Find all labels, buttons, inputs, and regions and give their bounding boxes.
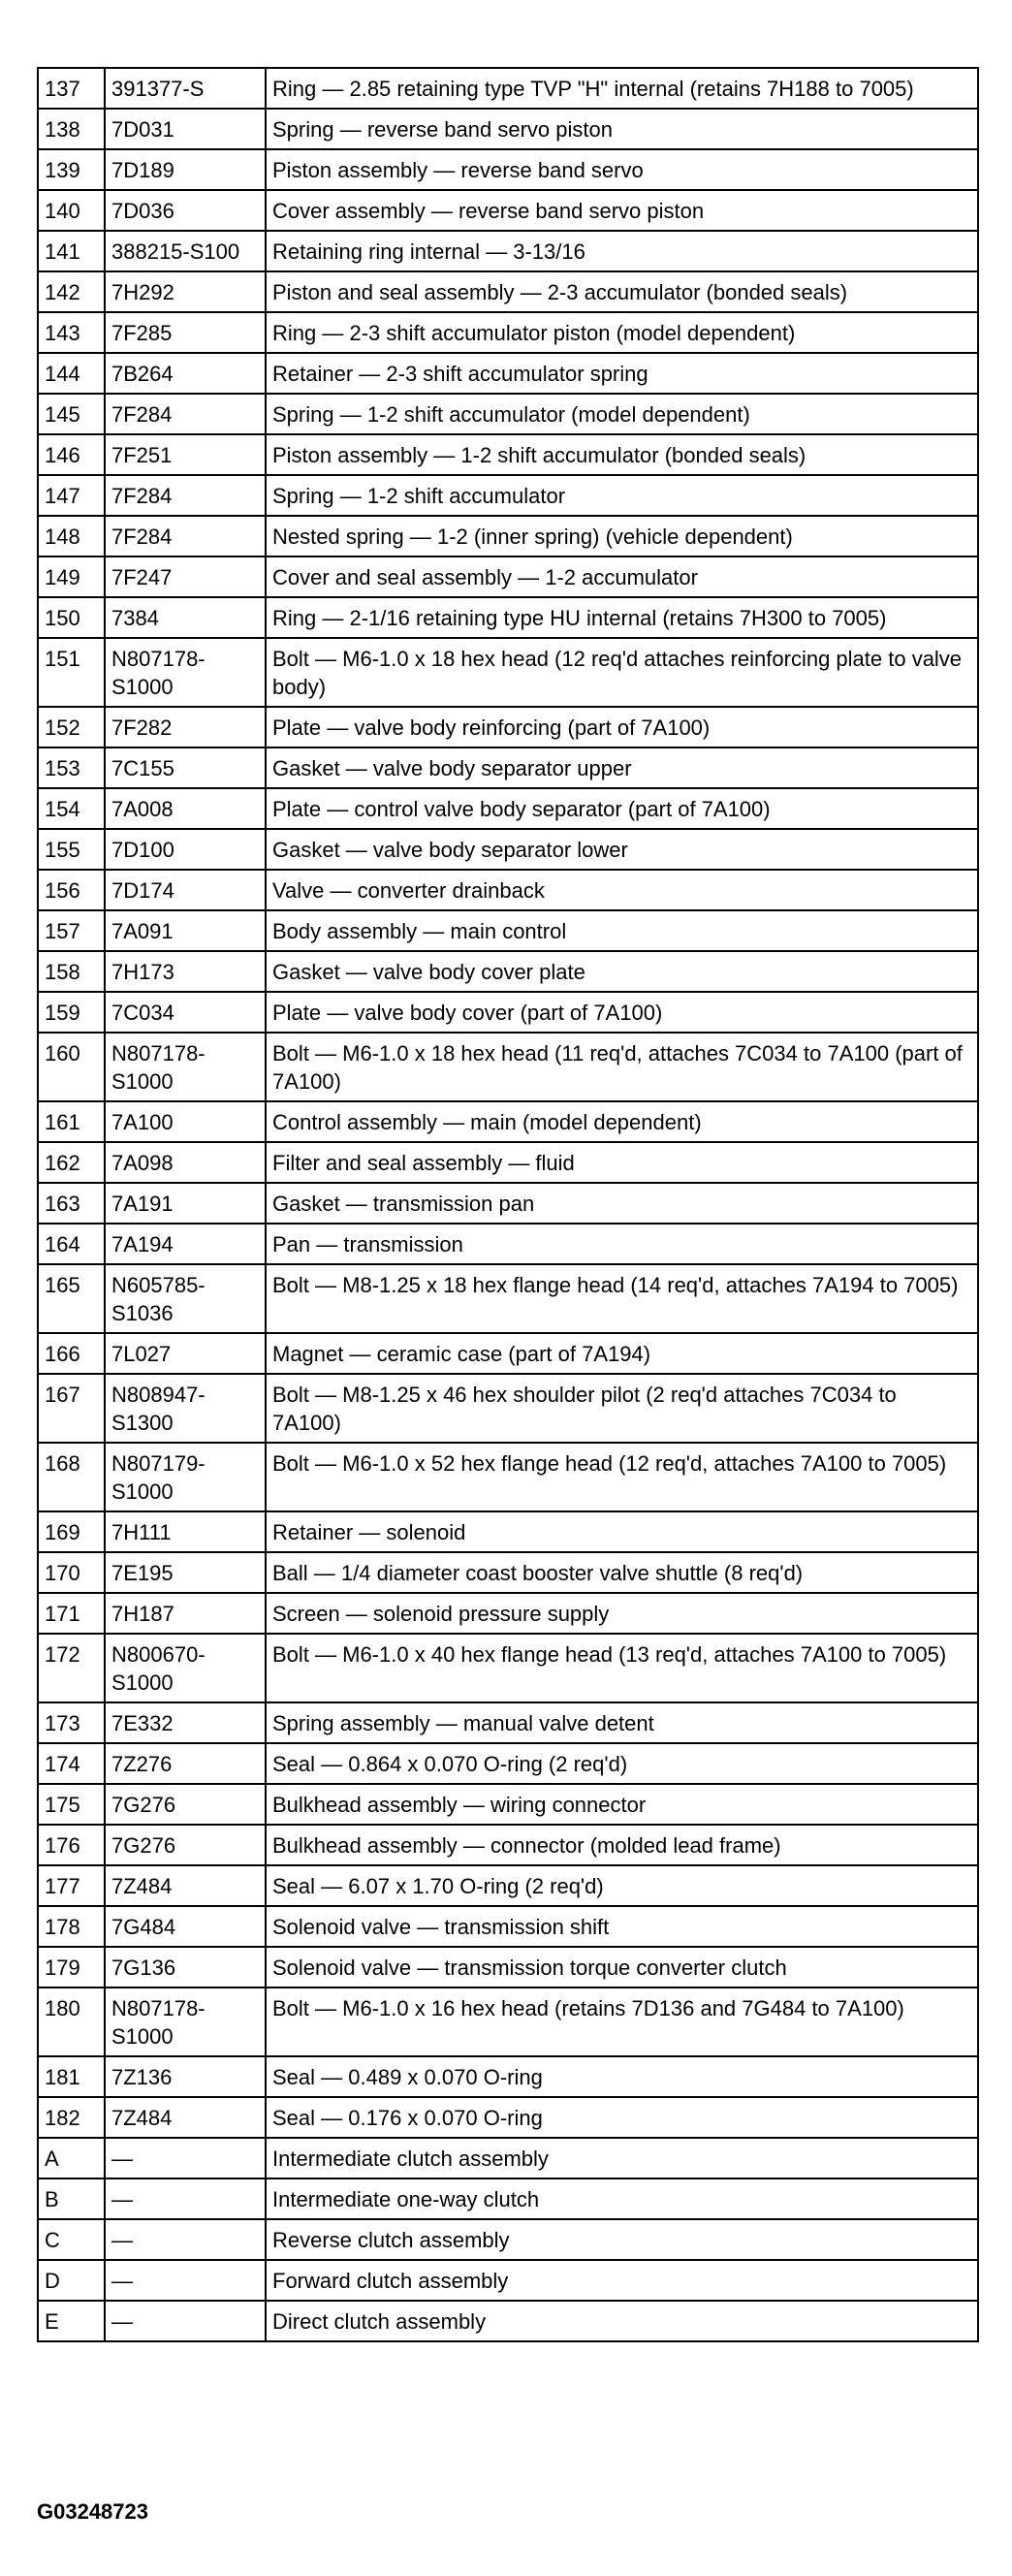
item-number: 143 xyxy=(38,312,105,353)
description: Plate — valve body cover (part of 7A100) xyxy=(266,992,978,1033)
part-number: — xyxy=(105,2138,266,2178)
table-row xyxy=(38,149,978,190)
part-number: 7A091 xyxy=(105,910,266,951)
table-row xyxy=(38,312,978,353)
part-number: — xyxy=(105,2219,266,2260)
item-number: 172 xyxy=(38,1634,105,1702)
table-row xyxy=(38,1743,978,1784)
part-number: — xyxy=(105,2260,266,2301)
part-number: N807178-S1000 xyxy=(105,1988,266,2056)
part-number: 7Z484 xyxy=(105,1865,266,1906)
table-row xyxy=(38,2056,978,2097)
table-row xyxy=(38,1224,978,1264)
item-number: 167 xyxy=(38,1374,105,1443)
table-row xyxy=(38,1033,978,1101)
table-row xyxy=(38,231,978,271)
part-number: 7E195 xyxy=(105,1552,266,1593)
description: Nested spring — 1-2 (inner spring) (vehicle dependent) xyxy=(266,516,978,557)
item-number: 170 xyxy=(38,1552,105,1593)
part-number: — xyxy=(105,2178,266,2219)
description: Cover assembly — reverse band servo piston xyxy=(266,190,978,231)
part-number: 7A191 xyxy=(105,1183,266,1224)
item-number: 141 xyxy=(38,231,105,271)
part-number: 7A194 xyxy=(105,1224,266,1264)
item-number: E xyxy=(38,2301,105,2341)
description: Spring — 1-2 shift accumulator xyxy=(266,475,978,516)
item-number: 158 xyxy=(38,951,105,992)
item-number: 181 xyxy=(38,2056,105,2097)
part-number: 7Z136 xyxy=(105,2056,266,2097)
description: Bolt — M8-1.25 x 46 hex shoulder pilot (2 req'd attaches 7C034 to 7A100) xyxy=(266,1374,978,1443)
item-number: 177 xyxy=(38,1865,105,1906)
table-row xyxy=(38,2301,978,2341)
item-number: B xyxy=(38,2178,105,2219)
table-row xyxy=(38,2219,978,2260)
part-number: — xyxy=(105,2301,266,2341)
table-row xyxy=(38,1264,978,1333)
part-number: 7384 xyxy=(105,597,266,638)
table-row xyxy=(38,1593,978,1634)
description: Bulkhead assembly — wiring connector xyxy=(266,1784,978,1825)
part-number: 7H187 xyxy=(105,1593,266,1634)
item-number: 151 xyxy=(38,638,105,707)
description: Reverse clutch assembly xyxy=(266,2219,978,2260)
item-number: 174 xyxy=(38,1743,105,1784)
description: Gasket — valve body cover plate xyxy=(266,951,978,992)
description: Spring assembly — manual valve detent xyxy=(266,1702,978,1743)
table-row xyxy=(38,1947,978,1988)
parts-table xyxy=(37,67,979,2342)
table-row xyxy=(38,992,978,1033)
description: Screen — solenoid pressure supply xyxy=(266,1593,978,1634)
item-number: 165 xyxy=(38,1264,105,1333)
part-number: 7F251 xyxy=(105,434,266,475)
description: Valve — converter drainback xyxy=(266,870,978,910)
item-number: 152 xyxy=(38,707,105,747)
description: Plate — control valve body separator (part of 7A100) xyxy=(266,788,978,829)
part-number: N800670-S1000 xyxy=(105,1634,266,1702)
description: Ring — 2.85 retaining type TVP "H" internal (retains 7H188 to 7005) xyxy=(266,68,978,109)
table-row xyxy=(38,638,978,707)
part-number: 7D189 xyxy=(105,149,266,190)
part-number: 7A008 xyxy=(105,788,266,829)
item-number: 173 xyxy=(38,1702,105,1743)
item-number: C xyxy=(38,2219,105,2260)
description: Piston assembly — 1-2 shift accumulator (bonded seals) xyxy=(266,434,978,475)
part-number: 7G136 xyxy=(105,1947,266,1988)
part-number: N807178-S1000 xyxy=(105,638,266,707)
description: Ring — 2-1/16 retaining type HU internal (retains 7H300 to 7005) xyxy=(266,597,978,638)
table-row xyxy=(38,1634,978,1702)
table-row xyxy=(38,788,978,829)
description: Ball — 1/4 diameter coast booster valve shuttle (8 req'd) xyxy=(266,1552,978,1593)
parts-table-body xyxy=(38,68,978,2341)
description: Pan — transmission xyxy=(266,1224,978,1264)
table-row xyxy=(38,353,978,394)
part-number: 7H173 xyxy=(105,951,266,992)
description: Intermediate one-way clutch xyxy=(266,2178,978,2219)
description: Bolt — M6-1.0 x 16 hex head (retains 7D136 and 7G484 to 7A100) xyxy=(266,1988,978,2056)
part-number: 7G484 xyxy=(105,1906,266,1947)
part-number: 7C034 xyxy=(105,992,266,1033)
part-number: 7G276 xyxy=(105,1825,266,1865)
table-row xyxy=(38,2097,978,2138)
table-row xyxy=(38,434,978,475)
item-number: 142 xyxy=(38,271,105,312)
item-number: 140 xyxy=(38,190,105,231)
table-row xyxy=(38,1988,978,2056)
table-row xyxy=(38,1784,978,1825)
description: Retainer — 2-3 shift accumulator spring xyxy=(266,353,978,394)
table-row xyxy=(38,1183,978,1224)
table-row xyxy=(38,190,978,231)
description: Filter and seal assembly — fluid xyxy=(266,1142,978,1183)
item-number: 179 xyxy=(38,1947,105,1988)
part-number: 7Z276 xyxy=(105,1743,266,1784)
description: Body assembly — main control xyxy=(266,910,978,951)
description: Seal — 6.07 x 1.70 O-ring (2 req'd) xyxy=(266,1865,978,1906)
part-number: 7F284 xyxy=(105,516,266,557)
table-row xyxy=(38,951,978,992)
table-row xyxy=(38,910,978,951)
item-number: 155 xyxy=(38,829,105,870)
part-number: 7A100 xyxy=(105,1101,266,1142)
item-number: 148 xyxy=(38,516,105,557)
description: Bolt — M6-1.0 x 18 hex head (12 req'd attaches reinforcing plate to valve body) xyxy=(266,638,978,707)
table-row xyxy=(38,1101,978,1142)
description: Retainer — solenoid xyxy=(266,1511,978,1552)
table-row xyxy=(38,2138,978,2178)
description: Ring — 2-3 shift accumulator piston (model dependent) xyxy=(266,312,978,353)
table-row xyxy=(38,597,978,638)
description: Piston assembly — reverse band servo xyxy=(266,149,978,190)
part-number: 7E332 xyxy=(105,1702,266,1743)
description: Intermediate clutch assembly xyxy=(266,2138,978,2178)
item-number: 154 xyxy=(38,788,105,829)
item-number: 150 xyxy=(38,597,105,638)
part-number: 7B264 xyxy=(105,353,266,394)
item-number: 180 xyxy=(38,1988,105,2056)
table-row xyxy=(38,1511,978,1552)
table-row xyxy=(38,747,978,788)
description: Gasket — valve body separator upper xyxy=(266,747,978,788)
part-number: 391377-S xyxy=(105,68,266,109)
table-row xyxy=(38,516,978,557)
part-number: 7H292 xyxy=(105,271,266,312)
part-number: 7F284 xyxy=(105,475,266,516)
description: Bulkhead assembly — connector (molded lead frame) xyxy=(266,1825,978,1865)
table-row xyxy=(38,1906,978,1947)
figure-id: G03248723 xyxy=(37,2499,148,2524)
description: Seal — 0.864 x 0.070 O-ring (2 req'd) xyxy=(266,1743,978,1784)
description: Solenoid valve — transmission torque converter clutch xyxy=(266,1947,978,1988)
table-row xyxy=(38,1333,978,1374)
item-number: 168 xyxy=(38,1443,105,1511)
table-row xyxy=(38,68,978,109)
description: Seal — 0.176 x 0.070 O-ring xyxy=(266,2097,978,2138)
description: Direct clutch assembly xyxy=(266,2301,978,2341)
item-number: 178 xyxy=(38,1906,105,1947)
table-row xyxy=(38,475,978,516)
table-row xyxy=(38,2260,978,2301)
table-row xyxy=(38,1702,978,1743)
item-number: D xyxy=(38,2260,105,2301)
item-number: 145 xyxy=(38,394,105,434)
description: Spring — reverse band servo piston xyxy=(266,109,978,149)
item-number: 175 xyxy=(38,1784,105,1825)
item-number: 159 xyxy=(38,992,105,1033)
description: Bolt — M6-1.0 x 40 hex flange head (13 req'd, attaches 7A100 to 7005) xyxy=(266,1634,978,1702)
table-row xyxy=(38,1825,978,1865)
item-number: 161 xyxy=(38,1101,105,1142)
item-number: 157 xyxy=(38,910,105,951)
table-row xyxy=(38,707,978,747)
description: Control assembly — main (model dependent) xyxy=(266,1101,978,1142)
description: Plate — valve body reinforcing (part of 7A100) xyxy=(266,707,978,747)
table-row xyxy=(38,394,978,434)
item-number: 149 xyxy=(38,557,105,597)
description: Forward clutch assembly xyxy=(266,2260,978,2301)
table-row xyxy=(38,1552,978,1593)
part-number: 7F284 xyxy=(105,394,266,434)
item-number: 146 xyxy=(38,434,105,475)
part-number: N807178-S1000 xyxy=(105,1033,266,1101)
description: Bolt — M6-1.0 x 18 hex head (11 req'd, attaches 7C034 to 7A100 (part of 7A100) xyxy=(266,1033,978,1101)
item-number: 169 xyxy=(38,1511,105,1552)
description: Piston and seal assembly — 2-3 accumulator (bonded seals) xyxy=(266,271,978,312)
table-row xyxy=(38,1374,978,1443)
item-number: 182 xyxy=(38,2097,105,2138)
item-number: 171 xyxy=(38,1593,105,1634)
part-number: 7L027 xyxy=(105,1333,266,1374)
description: Gasket — transmission pan xyxy=(266,1183,978,1224)
part-number: 7D031 xyxy=(105,109,266,149)
table-row xyxy=(38,2178,978,2219)
item-number: 144 xyxy=(38,353,105,394)
part-number: N605785-S1036 xyxy=(105,1264,266,1333)
part-number: 7F282 xyxy=(105,707,266,747)
part-number: 388215-S100 xyxy=(105,231,266,271)
description: Retaining ring internal — 3-13/16 xyxy=(266,231,978,271)
table-row xyxy=(38,1443,978,1511)
item-number: 163 xyxy=(38,1183,105,1224)
item-number: 162 xyxy=(38,1142,105,1183)
item-number: A xyxy=(38,2138,105,2178)
part-number: 7F247 xyxy=(105,557,266,597)
part-number: 7F285 xyxy=(105,312,266,353)
table-row xyxy=(38,870,978,910)
item-number: 137 xyxy=(38,68,105,109)
description: Gasket — valve body separator lower xyxy=(266,829,978,870)
description: Cover and seal assembly — 1-2 accumulator xyxy=(266,557,978,597)
item-number: 176 xyxy=(38,1825,105,1865)
part-number: N808947-S1300 xyxy=(105,1374,266,1443)
description: Magnet — ceramic case (part of 7A194) xyxy=(266,1333,978,1374)
description: Seal — 0.489 x 0.070 O-ring xyxy=(266,2056,978,2097)
item-number: 166 xyxy=(38,1333,105,1374)
table-row xyxy=(38,829,978,870)
part-number: N807179-S1000 xyxy=(105,1443,266,1511)
item-number: 138 xyxy=(38,109,105,149)
table-row xyxy=(38,271,978,312)
item-number: 153 xyxy=(38,747,105,788)
table-row xyxy=(38,1865,978,1906)
part-number: 7D036 xyxy=(105,190,266,231)
part-number: 7D100 xyxy=(105,829,266,870)
description: Bolt — M6-1.0 x 52 hex flange head (12 req'd, attaches 7A100 to 7005) xyxy=(266,1443,978,1511)
item-number: 156 xyxy=(38,870,105,910)
item-number: 160 xyxy=(38,1033,105,1101)
part-number: 7D174 xyxy=(105,870,266,910)
part-number: 7Z484 xyxy=(105,2097,266,2138)
table-row xyxy=(38,1142,978,1183)
table-row xyxy=(38,557,978,597)
description: Spring — 1-2 shift accumulator (model dependent) xyxy=(266,394,978,434)
table-row xyxy=(38,109,978,149)
part-number: 7A098 xyxy=(105,1142,266,1183)
part-number: 7C155 xyxy=(105,747,266,788)
description: Solenoid valve — transmission shift xyxy=(266,1906,978,1947)
item-number: 139 xyxy=(38,149,105,190)
part-number: 7G276 xyxy=(105,1784,266,1825)
part-number: 7H111 xyxy=(105,1511,266,1552)
item-number: 147 xyxy=(38,475,105,516)
description: Bolt — M8-1.25 x 18 hex flange head (14 req'd, attaches 7A194 to 7005) xyxy=(266,1264,978,1333)
item-number: 164 xyxy=(38,1224,105,1264)
